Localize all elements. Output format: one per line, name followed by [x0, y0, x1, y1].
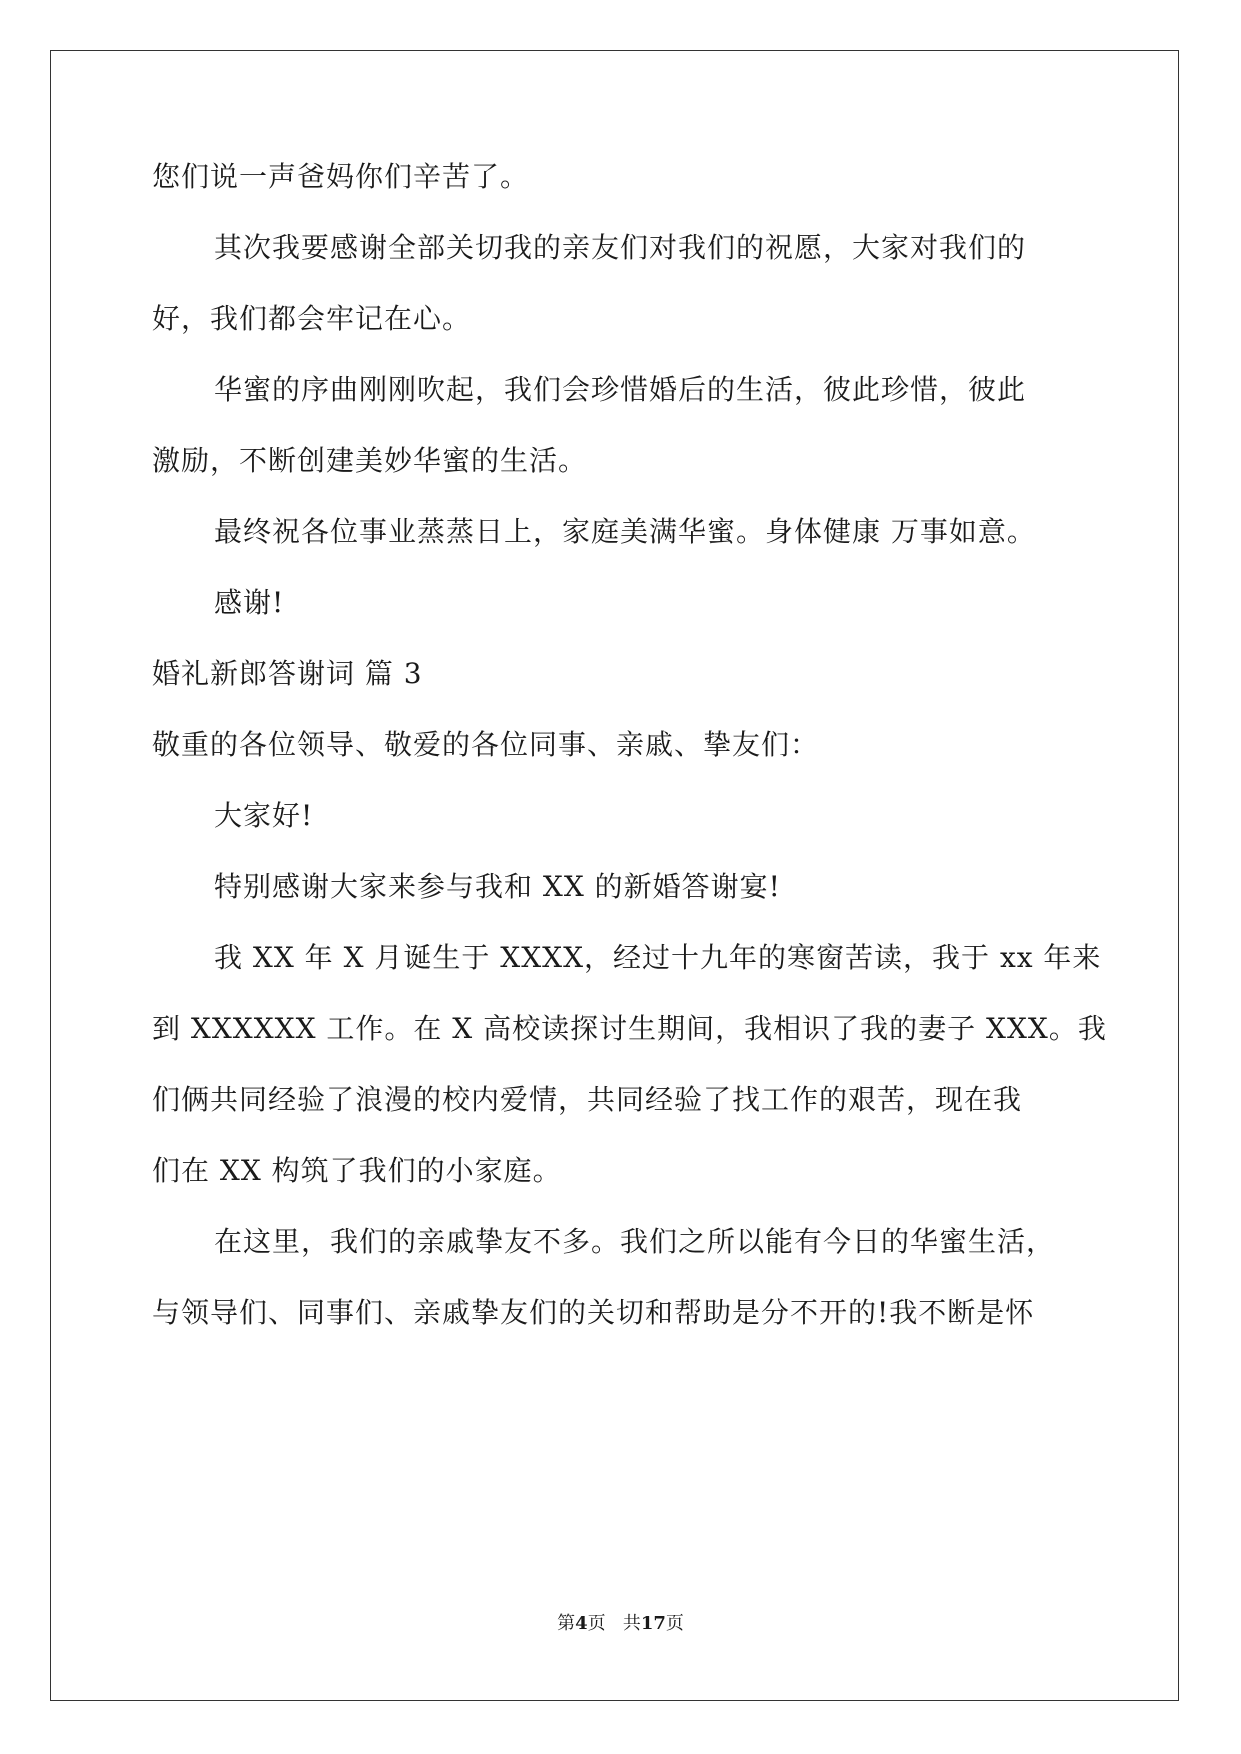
- footer-total-prefix: 共: [622, 1613, 641, 1634]
- paragraph-line: 到 XXXXXX 工作。在 X 高校读探讨生期间，我相识了我的妻子 XXX。我: [152, 1012, 1107, 1045]
- footer-page-suffix: 页: [587, 1613, 606, 1634]
- total-pages: 17: [640, 1613, 666, 1634]
- footer-prefix: 第: [557, 1613, 576, 1634]
- footer-total-suffix: 页: [665, 1613, 684, 1634]
- paragraph-line: 最终祝各位事业蒸蒸日上，家庭美满华蜜。身体健康 万事如意。: [214, 515, 1036, 548]
- paragraph-line: 其次我要感谢全部关切我的亲友们对我们的祝愿，大家对我们的: [214, 231, 1027, 264]
- paragraph-line: 我 XX 年 X 月诞生于 XXXX，经过十九年的寒窗苦读，我于 xx 年来: [214, 941, 1102, 974]
- page-footer: [0, 1612, 1241, 1636]
- salutation: 敬重的各位领导、敬爱的各位同事、亲戚、挚友们：: [152, 728, 820, 761]
- paragraph-line: 大家好!: [214, 799, 314, 832]
- paragraph-line: 在这里，我们的亲戚挚友不多。我们之所以能有今日的华蜜生活，: [214, 1225, 1056, 1258]
- paragraph-line: 激励，不断创建美妙华蜜的生活。: [152, 444, 588, 477]
- page-number: 4: [575, 1613, 588, 1634]
- paragraph-line: 们在 XX 构筑了我们的小家庭。: [152, 1154, 562, 1187]
- paragraph-line: 您们说一声爸妈你们辛苦了。: [152, 160, 530, 193]
- paragraph-line: 特别感谢大家来参与我和 XX 的新婚答谢宴!: [214, 870, 781, 903]
- paragraph-line: 与领导们、同事们、亲戚挚友们的关切和帮助是分不开的!我不断是怀: [152, 1296, 1035, 1329]
- paragraph-line: 好，我们都会牢记在心。: [152, 302, 472, 335]
- paragraph-line: 们俩共同经验了浪漫的校内爱情，共同经验了找工作的艰苦，现在我: [152, 1083, 1023, 1116]
- paragraph-line: 感谢!: [214, 586, 285, 619]
- section-heading: 婚礼新郎答谢词 篇 3: [152, 657, 423, 690]
- paragraph-line: 华蜜的序曲刚刚吹起，我们会珍惜婚后的生活，彼此珍惜，彼此: [214, 373, 1027, 406]
